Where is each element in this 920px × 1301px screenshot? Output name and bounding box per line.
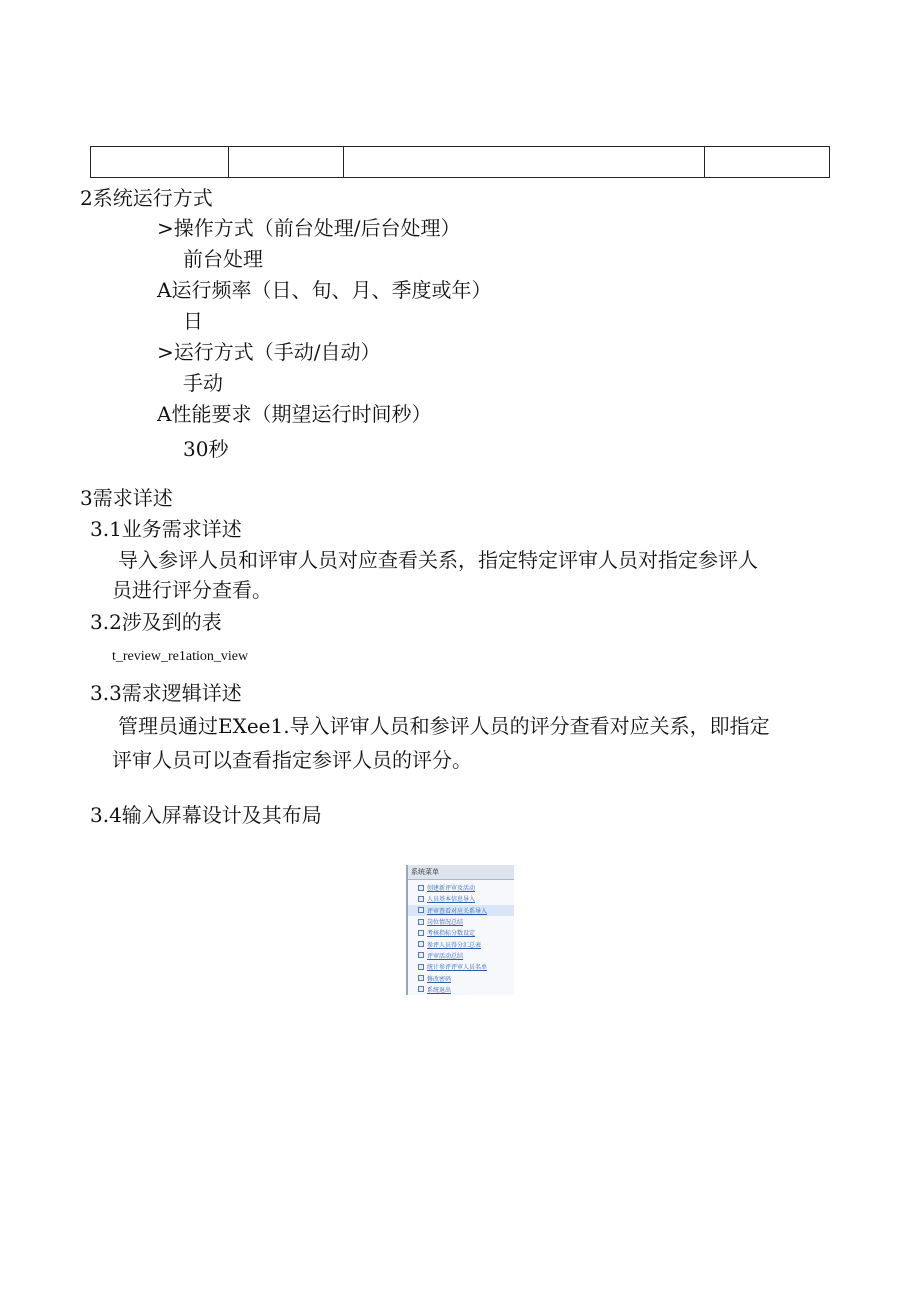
menu-list — [408, 880, 514, 995]
menu-item[interactable] — [408, 916, 514, 927]
run-frequency-value: 日 — [183, 309, 203, 333]
menu-item-icon — [418, 964, 424, 970]
performance-value: 30秒 — [183, 437, 229, 461]
menu-item-icon — [418, 941, 424, 947]
menu-item[interactable] — [408, 961, 514, 972]
run-mode-label: >操作方式（前台处理/后台处理） — [157, 216, 461, 240]
menu-item-label: 岗位情况总结 — [427, 919, 464, 927]
menu-item-label: 统计参评评审人员名单 — [427, 964, 488, 972]
section33-heading: 3.3需求逻辑详述 — [90, 681, 242, 705]
section33-paragraph-line1: 管理员通过EXee1.导入评审人员和参评人员的评分查看对应关系，即指定 — [118, 714, 770, 738]
table-cell — [344, 147, 705, 178]
table-name: t_review_re1ation_view — [112, 649, 249, 664]
section32-heading: 3.2涉及到的表 — [90, 610, 222, 634]
table-cell — [705, 147, 830, 178]
menu-item-icon — [418, 885, 424, 891]
run-frequency-label: A运行频率（日、旬、月、季度或年） — [157, 278, 492, 302]
menu-item-icon — [418, 952, 424, 958]
section33-paragraph-line2: 评审人员可以查看指定参评人员的评分。 — [112, 748, 472, 772]
run-mode-value: 前台处理 — [183, 247, 263, 271]
run-method-value: 手动 — [183, 371, 223, 395]
run-method-label: >运行方式（手动/自动） — [157, 340, 381, 364]
menu-item-label: 评审活动总结 — [427, 952, 464, 960]
menu-item-label: 参评人员得分汇总表 — [427, 941, 482, 949]
menu-item[interactable] — [408, 972, 514, 983]
top-table — [90, 146, 830, 178]
menu-title: 系统菜单 — [408, 865, 514, 880]
menu-item[interactable] — [408, 927, 514, 938]
menu-item-label: 系统退出 — [427, 986, 452, 994]
menu-item-label: 修改密码 — [427, 975, 452, 983]
menu-item-icon — [418, 919, 424, 925]
menu-item-selected[interactable] — [408, 905, 514, 916]
menu-item-label: 评审查看对应关系导入 — [427, 907, 488, 915]
menu-item[interactable] — [408, 938, 514, 949]
menu-item-label: 创建新评审及活动 — [427, 885, 476, 893]
menu-item-icon — [418, 896, 424, 902]
section2-heading: 2系统运行方式 — [80, 186, 213, 210]
menu-item-label: 人员基本信息导入 — [427, 896, 476, 904]
menu-item-label: 考核指标分数设定 — [427, 930, 476, 938]
section34-heading: 3.4输入屏幕设计及其布局 — [90, 803, 322, 827]
menu-item-icon — [418, 986, 424, 992]
menu-item[interactable] — [408, 893, 514, 904]
menu-item-icon — [418, 930, 424, 936]
performance-label: A性能要求（期望运行时间秒） — [157, 402, 432, 426]
section3-heading: 3需求详述 — [80, 486, 173, 510]
menu-item[interactable] — [408, 950, 514, 961]
menu-item-icon — [418, 975, 424, 981]
menu-item[interactable] — [408, 882, 514, 893]
section31-heading: 3.1业务需求详述 — [90, 517, 242, 541]
section31-paragraph-line1: 导入参评人员和评审人员对应查看关系，指定特定评审人员对指定参评人 — [118, 548, 758, 572]
menu-item[interactable] — [408, 984, 514, 995]
menu-item-icon — [418, 907, 424, 913]
table-cell — [229, 147, 344, 178]
menu-screenshot — [406, 865, 514, 995]
section31-paragraph-line2: 员进行评分查看。 — [112, 578, 272, 602]
table-cell — [91, 147, 229, 178]
